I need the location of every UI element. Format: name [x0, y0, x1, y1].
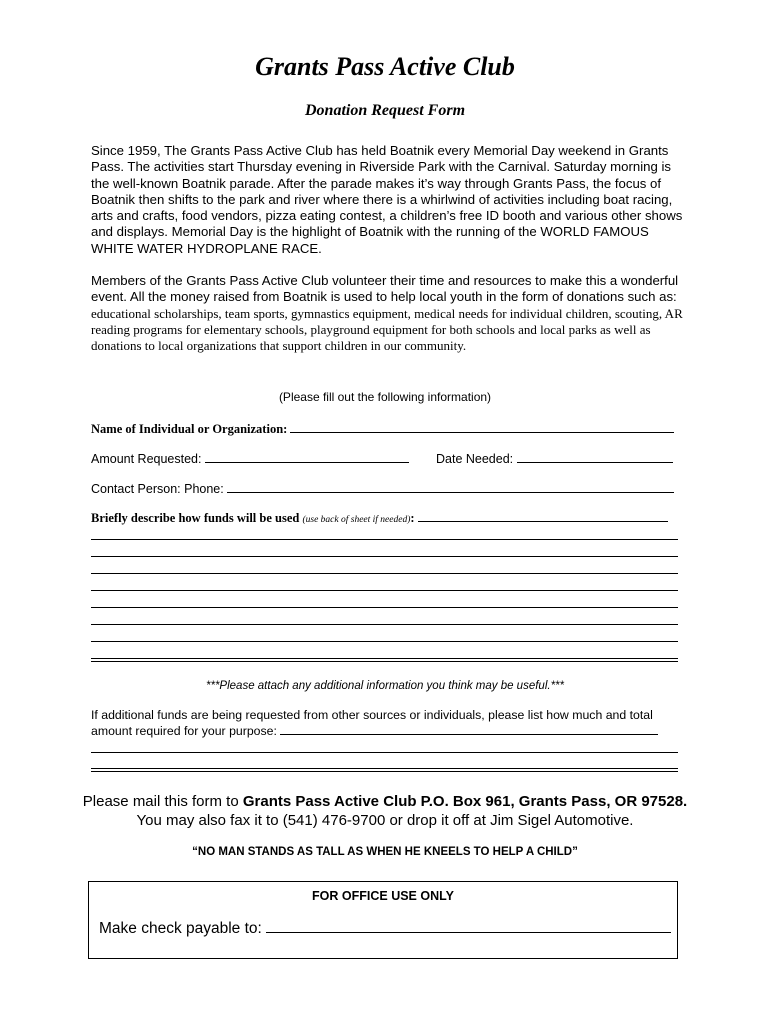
attach-note: ***Please attach any additional information you think may be useful.***: [206, 680, 564, 692]
amount-input[interactable]: [205, 451, 409, 463]
name-field-row: [91, 421, 674, 437]
describe-line[interactable]: [91, 624, 678, 625]
additional-line[interactable]: [91, 752, 678, 753]
donations-list-text: educational scholarships, team sports, gymnastics equipment, medical needs for individual children, scouting, AR reading programs for elementary schools, playground equipment for both schools and local parks as well as donations to local organizations that support children in our community.: [91, 305, 683, 354]
intro-paragraph-history: Since 1959, The Grants Pass Active Club has held Boatnik every Memorial Day weekend in Grants Pass. The activities start Thursday evening in Riverside Park with the Carnival. Saturday morning is the well-known Boatnik parade. After the parade makes it’s way through Grants Pass, the focus of Boatnik then shifts to the park and river where there is a whirlwind of activities including boat racing, arts and crafts, food vendors, pizza eating contest, a children’s free ID booth and various other shows and displays. Memorial Day is the highlight of Boatnik with the running of the WORLD FAMOUS WHITE WATER HYDROPLANE RACE.: [91, 143, 683, 256]
describe-line[interactable]: [91, 556, 678, 557]
additional-funds-label: If additional funds are being requested from other sources or individuals, please list how much and total amount required for your purpose:: [91, 708, 653, 738]
describe-line[interactable]: [91, 658, 678, 659]
donations-lead-text: Members of the Grants Pass Active Club volunteer their time and resources to make this a wonderful event. All the money raised from Boatnik is used to help local youth in the form of donations such as:: [91, 273, 679, 305]
describe-input[interactable]: [418, 510, 668, 522]
check-payable-input[interactable]: [266, 918, 671, 933]
contact-input[interactable]: [227, 481, 674, 493]
describe-line[interactable]: [91, 607, 678, 608]
describe-field-row: [91, 510, 668, 526]
section-divider: [91, 771, 678, 772]
describe-label: Briefly describe how funds will be used: [91, 511, 300, 525]
name-label: Name of Individual or Organization:: [91, 422, 288, 436]
amount-field-row: [91, 451, 409, 466]
describe-line[interactable]: [91, 641, 678, 642]
name-input[interactable]: [290, 421, 674, 433]
date-label: Date Needed:: [436, 452, 514, 466]
describe-line[interactable]: [91, 573, 678, 574]
describe-line[interactable]: [91, 539, 678, 540]
contact-label: Contact Person: Phone:: [91, 482, 224, 496]
additional-line[interactable]: [91, 768, 678, 769]
check-payable-label: Make check payable to:: [99, 920, 262, 937]
club-motto: “NO MAN STANDS AS TALL AS WHEN HE KNEELS TO HELP A CHILD”: [192, 846, 578, 858]
date-input[interactable]: [517, 451, 673, 463]
amount-label: Amount Requested:: [91, 452, 202, 466]
mail-fax-line: You may also fax it to (541) 476-9700 or drop it off at Jim Sigel Automotive.: [136, 812, 634, 829]
describe-hint: (use back of sheet if needed): [302, 515, 411, 525]
describe-line[interactable]: [91, 590, 678, 591]
check-payable-row: [99, 918, 671, 938]
fill-instruction: (Please fill out the following information): [278, 390, 492, 404]
mailing-instructions: [0, 792, 770, 830]
section-divider: [91, 661, 678, 662]
office-use-title: FOR OFFICE USE ONLY: [312, 889, 454, 903]
office-use-box: [88, 881, 678, 959]
mail-address: Grants Pass Active Club P.O. Box 961, Grants Pass, OR 97528.: [242, 793, 688, 810]
contact-field-row: [91, 481, 674, 496]
date-field-row: [436, 451, 673, 466]
form-subtitle: Donation Request Form: [304, 102, 466, 119]
page-title: Grants Pass Active Club: [255, 52, 515, 81]
additional-funds-row: [91, 708, 681, 739]
intro-paragraph-donations: [91, 273, 686, 354]
mail-prefix: Please mail this form to: [82, 793, 243, 810]
additional-funds-input[interactable]: [280, 723, 658, 735]
describe-colon: :: [410, 511, 415, 525]
